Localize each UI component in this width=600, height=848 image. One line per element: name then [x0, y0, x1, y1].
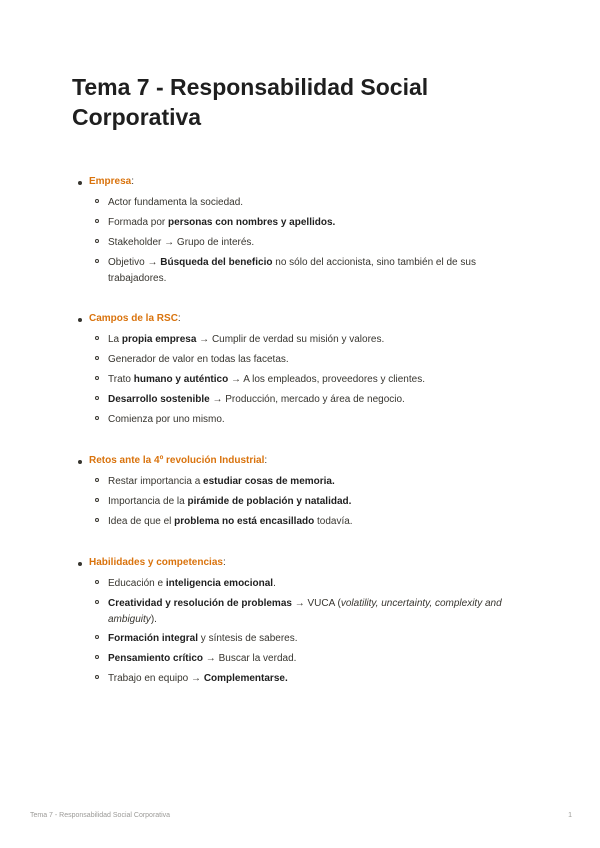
bullet-icon [78, 181, 82, 185]
circle-bullet-icon [95, 416, 99, 420]
list-item-text [108, 630, 532, 647]
list-item [72, 371, 532, 389]
section-heading-label: Campos de la RSC [89, 313, 178, 324]
bold-text: Pensamiento crítico [108, 653, 204, 664]
text-run: → Producción, mercado y área de negocio. [209, 394, 405, 405]
circle-bullet-icon [95, 635, 99, 639]
section-heading-suffix: : [222, 557, 226, 568]
circle-bullet-icon [95, 396, 99, 400]
list-item-text [108, 670, 532, 687]
section-heading-label: Empresa [89, 176, 132, 187]
list-item [72, 214, 532, 232]
bold-text: personas con nombres y apellidos. [168, 217, 336, 228]
text-run: → Cumplir de verdad su misión y valores. [196, 334, 385, 345]
section-heading [72, 172, 532, 192]
circle-bullet-icon [95, 239, 99, 243]
text-run: Generador de valor en todas las facetas. [108, 354, 289, 365]
section-campos-rsc [72, 309, 532, 429]
list-item-text [108, 194, 532, 211]
section-heading-suffix: : [131, 176, 135, 187]
section-heading [72, 309, 532, 329]
text-run: Comienza por uno mismo. [108, 414, 225, 425]
bold-text: Creatividad y resolución de problemas [108, 598, 292, 609]
circle-bullet-icon [95, 498, 99, 502]
section-retos [72, 451, 532, 531]
section-heading-suffix: : [264, 455, 268, 466]
list-item [72, 493, 532, 511]
sub-list [72, 331, 532, 429]
list-item-text [108, 351, 532, 368]
bold-text: Búsqueda del beneficio [160, 257, 273, 268]
bold-text: inteligencia emocional [165, 578, 274, 589]
list-item [72, 331, 532, 349]
circle-bullet-icon [95, 478, 99, 482]
section-empresa [72, 172, 532, 287]
section-heading-suffix: : [177, 313, 181, 324]
list-item [72, 575, 532, 593]
list-item [72, 650, 532, 668]
list-item-text [108, 371, 532, 388]
circle-bullet-icon [95, 655, 99, 659]
circle-bullet-icon [95, 600, 99, 604]
notes-content [72, 172, 532, 710]
section-heading [72, 553, 532, 573]
text-run: Stakeholder → Grupo de interés. [108, 237, 255, 248]
circle-bullet-icon [95, 518, 99, 522]
list-item [72, 595, 532, 628]
list-item [72, 411, 532, 429]
text-run: Objetivo → [108, 257, 161, 268]
text-run: → Buscar la verdad. [203, 653, 297, 664]
text-run: Trato [108, 374, 134, 385]
list-item-text [108, 473, 532, 490]
bullet-icon [78, 318, 82, 322]
text-run: y síntesis de saberes. [198, 633, 298, 644]
text-run: todavía. [314, 516, 353, 527]
list-item-text [108, 411, 532, 428]
section-heading [72, 451, 532, 471]
list-item-text [108, 493, 532, 510]
text-run: Restar importancia a [108, 476, 204, 487]
bold-text: Complementarse. [203, 673, 288, 684]
section-habilidades [72, 553, 532, 688]
italic-text: volatility, uncertainty, complexity and ambiguity [108, 598, 502, 625]
text-run: Trabajo en equipo → [108, 673, 204, 684]
list-item-text [108, 234, 532, 251]
text-run: Educación e [108, 578, 166, 589]
bullet-icon [78, 562, 82, 566]
list-item [72, 391, 532, 409]
list-item-text [108, 513, 532, 530]
list-item-text [108, 650, 532, 667]
text-run: Actor fundamenta la sociedad. [108, 197, 244, 208]
text-run: → VUCA ( [291, 598, 341, 609]
list-item-text [108, 391, 532, 408]
circle-bullet-icon [95, 376, 99, 380]
text-run: La [108, 334, 122, 345]
list-item [72, 630, 532, 648]
sub-list [72, 575, 532, 688]
page-number: 1 [568, 812, 572, 819]
list-item [72, 254, 532, 287]
text-run: ). [150, 614, 157, 625]
list-item [72, 234, 532, 252]
bold-text: pirámide de población y natalidad. [187, 496, 352, 507]
list-item-text [108, 214, 532, 231]
circle-bullet-icon [95, 356, 99, 360]
list-item-text [108, 331, 532, 348]
circle-bullet-icon [95, 199, 99, 203]
text-run: no sólo del accionista, sino también el de sus trabajadores. [108, 257, 476, 284]
list-item [72, 194, 532, 212]
sub-list [72, 473, 532, 531]
section-heading-label: Habilidades y competencias [89, 557, 223, 568]
text-run: . [273, 578, 276, 589]
text-run: → A los empleados, proveedores y clientes. [228, 374, 425, 385]
bold-text: propia empresa [121, 334, 197, 345]
list-item-text [108, 575, 532, 592]
text-run: Importancia de la [108, 496, 188, 507]
text-run: Formada por [108, 217, 169, 228]
circle-bullet-icon [95, 336, 99, 340]
bold-text: humano y auténtico [133, 374, 229, 385]
list-item-text [108, 595, 532, 628]
circle-bullet-icon [95, 580, 99, 584]
list-item [72, 670, 532, 688]
list-item-text [108, 254, 532, 287]
footer-title: Tema 7 - Responsabilidad Social Corporativa [30, 812, 171, 819]
bold-text: Desarrollo sostenible [108, 394, 210, 405]
bullet-icon [78, 460, 82, 464]
circle-bullet-icon [95, 219, 99, 223]
section-heading-label: Retos ante la 4º revolución Industrial [89, 455, 265, 466]
list-item [72, 513, 532, 531]
bold-text: problema no está encasillado [174, 516, 315, 527]
circle-bullet-icon [95, 259, 99, 263]
sub-list [72, 194, 532, 287]
list-item [72, 351, 532, 369]
bold-text: Formación integral [108, 633, 199, 644]
list-item [72, 473, 532, 491]
bold-text: estudiar cosas de memoria. [203, 476, 335, 487]
page-title: Tema 7 - Responsabilidad Social Corporativa [72, 74, 429, 130]
circle-bullet-icon [95, 675, 99, 679]
text-run: Idea de que el [108, 516, 175, 527]
